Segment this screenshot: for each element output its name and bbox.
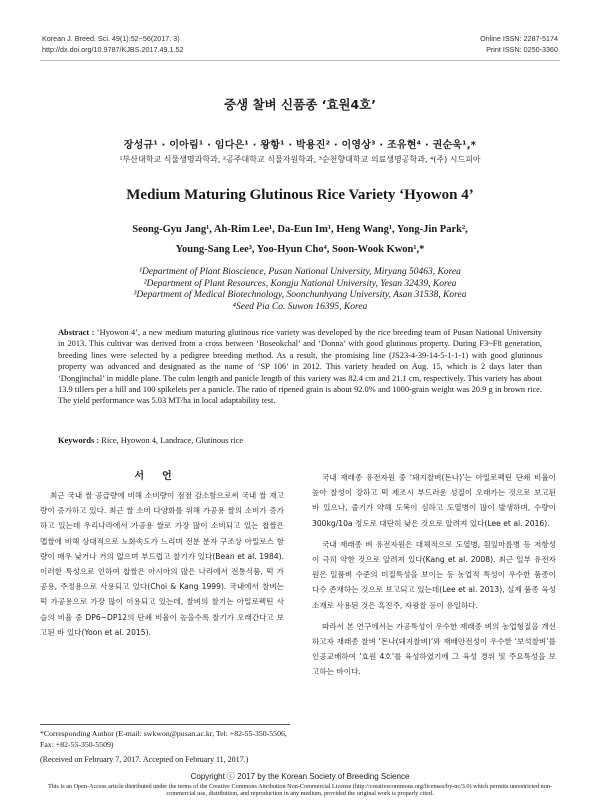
korean-affiliations: ¹부산대학교 식물생명과학과, ²공주대학교 식물자원학과, ³순천향대학교 의료생명공학과, ⁴(주) 시드피아 (119, 155, 481, 164)
abstract-text: ‘Hyowon 4’, a new medium maturing glutinous rice variety was developed by the rice breeding team of Pusan National University in 2013. This cultivar was derived from a cross between ‘Boseokchal’ and ‘Donna’ with good glutinous property. During F3~F8 generation, breeding lines were selected by a pedigree breeding method. As a result, the promising line (JS23-4-39-14-5-1-1-1) with good glutinous property was advanced and designated as the name of ‘SP 106’ in 2012. This variety headed on Aug. 15, which is 2 days later than ‘Dongjinchal’ in middle plane. The culm length and panicle length of this variety was 82.4 cm and 21.1 cm, respectively. This variety has about 13.9 tillers per a hill and 100 spikelets per a panicle. The ratio of ripened grain is about 92.0% and 1000-grain weight was 20.9 g in brown rice. The yield performance was 5.03 MT/ha in local adaptability test. (58, 328, 542, 406)
corresponding-author-footnote (40, 729, 292, 750)
english-authors-line-2: Young-Sang Lee³, Yoo-Hyun Cho⁴, Soon-Wook Kwon¹,* (175, 244, 425, 255)
abstract-label: Abstract : (58, 328, 95, 337)
abstract (58, 327, 542, 407)
keywords (58, 436, 542, 445)
intro-paragraph-4: 따라서 본 연구에서는 가공특성이 우수한 재래종 벼의 농업형질을 개선하고자 재래종 찰벼 ‘돈나(돼지찰벼)’와 재배안전성이 우수한 ‘보석찰벼’를 인공교배하여 ‘효원 4호’를 육성하였기에 그 육성 경위 및 주요특성을 보고하는 바이다. (312, 621, 556, 677)
english-authors (100, 220, 500, 260)
journal-header-right (480, 34, 558, 55)
intro-paragraph-2: 국내 재래종 유전자원 중 ‘돼지찰벼(돈나)’는 아밀로펙틴 단쇄 비율이 높아 찰성이 강하고 떡 제조시 부드러운 성질이 오래가는 것으로 보고된 바 있으나, 줄기가 약해 도복이 심하고 도열병이 많이 발생하며, 수량이 300kg/10a 정도로 대단히 낮은 것으로 알려져 있다(Lee et al. 2016). (312, 473, 556, 528)
english-affiliations (60, 267, 540, 313)
korean-authors: 장성규¹ · 이아림¹ · 임다은¹ · 왕항¹ · 박용진² · 이영상³ · 조유현⁴ · 권순욱¹,* (123, 140, 477, 151)
journal-citation: Korean J. Breed. Sci. 49(1):52~56(2017. 3) (42, 34, 180, 43)
corresponding-author-text: *Corresponding Author (E-mail: swkwon@pusan.ac.kr, Tel: +82-55-350-5506, Fax: +82-55-350-5509) (40, 729, 287, 749)
right-column (312, 470, 556, 680)
affiliation-3: ³Department of Medical Biotechnology, Soonchunhyang University, Asan 31538, Korea (133, 290, 467, 301)
online-issn: Online ISSN: 2287-5174 (480, 34, 558, 43)
keywords-text: Rice, Hyowon 4, Landrace, Glutinous rice (101, 436, 244, 445)
affiliation-4: ⁴Seed Pia Co. Suwon 16395, Korea (232, 301, 368, 312)
korean-title: 중생 찰벼 신품종 ‘효원4호’ (223, 97, 376, 112)
english-authors-line-1: Seong-Gyu Jang¹, Ah-Rim Lee¹, Da-Eun Im¹, Heng Wang¹, Yong-Jin Park², (132, 224, 468, 235)
intro-paragraph-1: 최근 국내 쌀 공급량에 비해 소비량이 점점 감소함으로써 국내 쌀 재고량이 증가하고 있다. 최근 쌀 소비 다양화를 위해 가공용 쌀의 소비가 증가하고 있는데 우리나라에서 가공용 쌀로 가장 많이 소비되고 있는 찹쌀은 멥쌀에 비해 상대적으로 노화속도가 느리며 전분 분자 구조상 아밀로스 함량이 매우 낮거나 거의 없으며 부드럽고 찰기가 있다(Bean et al. 1984). 이러한 특성으로 인하여 찹쌀은 아시아의 많은 나라에서 전통식품, 떡 가공용, 주정용으로 사용되고 있다(Choi & Kang 1999). 국내에서 찰벼는 떡 가공용으로 가장 많이 이용되고 있는데, 찰벼의 찰기는 아밀로펙틴 사슬의 비율 중 DP6~DP12의 단쇄 비율이 높을수록 찰기가 오래간다고 보고된 바 있다(Yoon et al. 2015). (40, 491, 284, 637)
intro-paragraph-3: 국내 재래종 벼 유전자원은 대체적으로 도열병, 흰잎마름병 등 저항성이 극히 약한 것으로 알려져 있다(Kang et al. 2008). 최근 일부 유전자원은 일품벼 수준의 미질특성을 보이는 등 농업적 특성이 우수한 품종이 다수 존재하는 것으로 보고되고 있는데(Lee et al. 2013), 실제 품종 육성 소재로 사용된 것은 흑진주, 자광찰 등이 유일하다. (312, 539, 556, 610)
left-column (40, 470, 284, 640)
copyright-notice: Copyright ⓒ 2017 by the Korean Society of Breeding Science (190, 772, 410, 781)
section-heading-introduction: 서언 (134, 471, 190, 482)
affiliation-1: ¹Department of Plant Bioscience, Pusan National University, Miryang 50463, Korea (139, 267, 461, 277)
received-date: (Received on February 7, 2017. Accepted on February 11, 2017.) (40, 755, 249, 764)
print-issn: Print ISSN: 0250-3360 (486, 44, 558, 54)
journal-header-left (42, 34, 183, 55)
license-notice: This is an Open-Access article distributed under the terms of the Creative Commons Attribution Non-Commercial License (http://creativecommons.org/licenses/by-nc/3.0) which permits unrestricted non-commercial use, distribution, and reproduction in any medium, provided the original work is properly cited. (47, 783, 553, 798)
english-title: Medium Maturing Glutinous Rice Variety ‘Hyowon 4’ (126, 187, 474, 203)
doi-link[interactable]: http://dx.doi.org/10.9787/KJBS.2017.49.1.52 (42, 44, 184, 54)
footnote-divider (40, 724, 290, 725)
keywords-label: Keywords : (58, 436, 100, 445)
affiliation-2: ²Department of Plant Resources, Kongju National University, Yesan 32439, Korea (143, 278, 457, 289)
header-divider (40, 60, 560, 61)
